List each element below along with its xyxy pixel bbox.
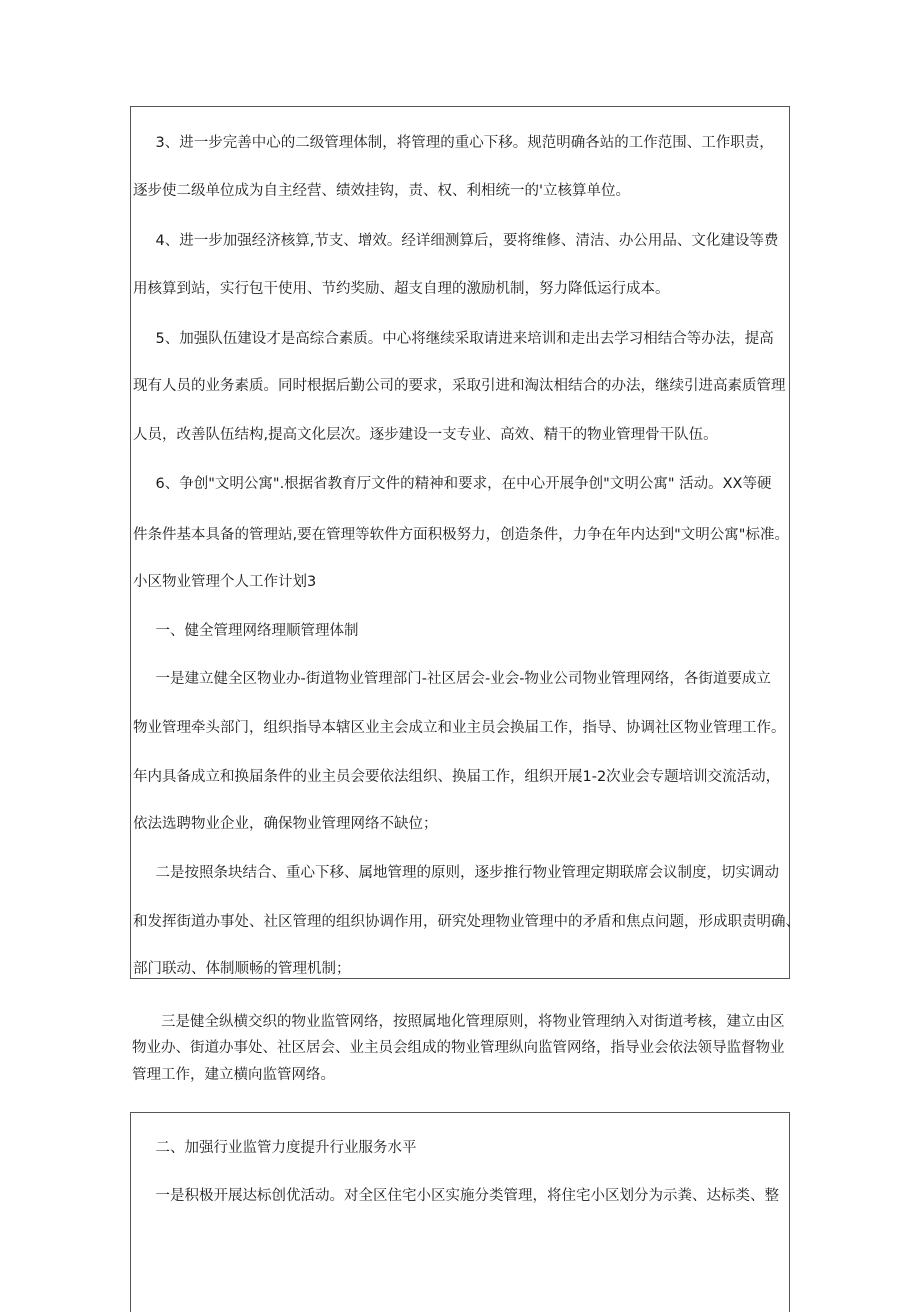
- paragraph-line: 物业管理牵头部门，组织指导本辖区业主会成立和业主员会换届工作，指导、协调社区物业管理工作。: [133, 720, 786, 736]
- section-heading: 小区物业管理个人工作计划3: [133, 574, 317, 590]
- subsection-heading: 二、加强行业监管力度提升行业服务水平: [141, 1140, 417, 1156]
- document-frame-top: [130, 106, 800, 979]
- paragraph-line: 三是健全纵横交织的物业监管网络，按照属地化管理原则，将物业管理纳入对街道考核，建立由区: [132, 1014, 785, 1030]
- paragraph-line: 5、加强队伍建设才是高综合素质。中心将继续采取请进来培训和走出去学习相结合等办法，提高: [141, 331, 774, 347]
- paragraph-line: 和发挥街道办事处、社区管理的组织协调作用，研究处理物业管理中的矛盾和焦点问题，形成职责明确、: [133, 914, 800, 930]
- paragraph-line: 3、进一步完善中心的二级管理体制，将管理的重心下移。规范明确各站的工作范围、工作职责，: [141, 135, 774, 151]
- document-frame-bottom: [130, 1112, 790, 1312]
- paragraph-line: 依法选聘物业企业，确保物业管理网络不缺位；: [133, 816, 438, 832]
- paragraph-line: 年内具备成立和换届条件的业主员会要依法组织、换届工作，组织开展1-2次业会专题培训交流活动，: [133, 769, 781, 785]
- paragraph-line: 部门联动、体制顺畅的管理机制；: [133, 961, 351, 977]
- paragraph-line: 管理工作，建立横向监管网络。: [132, 1067, 335, 1083]
- paragraph-line: 现有人员的业务素质。同时根据后勤公司的要求，采取引进和淘汰相结合的办法，继续引进高素质管理: [133, 378, 786, 394]
- paragraph-line: 6、争创"文明公寓".根据省教育厅文件的精神和要求，在中心开展争创"文明公寓" 活动。XX等硬: [141, 476, 772, 492]
- paragraph-line: 物业办、街道办事处、社区居会、业主员会组成的物业管理纵向监管网络，指导业会依法领导监督物业: [132, 1040, 785, 1056]
- paragraph-line: 一是积极开展达标创优活动。对全区住宅小区实施分类管理，将住宅小区划分为示粪、达标类、整: [141, 1188, 779, 1204]
- paragraph-line: 人员，改善队伍结构,提高文化层次。逐步建设一支专业、高效、精干的物业管理骨干队伍。: [133, 427, 718, 443]
- subsection-heading: 一、健全管理网络理顺管理体制: [141, 623, 359, 639]
- paragraph-line: 二是按照条块结合、重心下移、属地管理的原则，逐步推行物业管理定期联席会议制度，切实调动: [141, 865, 779, 881]
- paragraph-line: 一是建立健全区物业办-街道物业管理部门-社区居会-业会-物业公司物业管理网络，各街道要成立: [141, 671, 771, 687]
- paragraph-line: 件条件基本具备的管理站,要在管理等软件方面积极努力，创造条件，力争在年内达到"文明公寓"标准。: [133, 527, 789, 543]
- paragraph-line: 用核算到站，实行包干使用、节约奖励、超支自理的激励机制，努力降低运行成本。: [133, 281, 670, 297]
- paragraph-line: 4、进一步加强经济核算,节支、增效。经详细测算后，要将维修、清洁、办公用品、文化建设等费: [141, 233, 779, 249]
- paragraph-line: 逐步使二级单位成为自主经营、绩效挂钩，责、权、利相统一的'立核算单位。: [133, 183, 630, 199]
